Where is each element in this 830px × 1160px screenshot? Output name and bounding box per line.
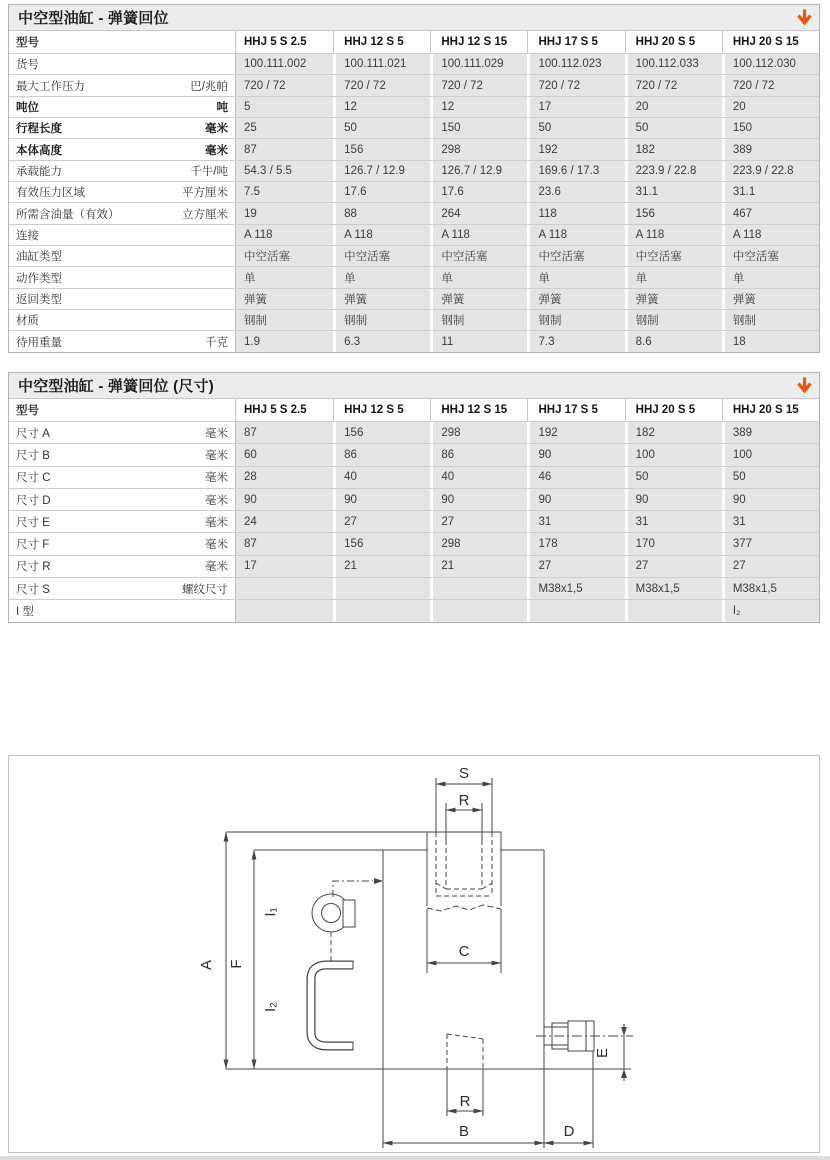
value-cell: 弹簧 (333, 289, 430, 309)
table-row (9, 202, 819, 223)
table-row (9, 309, 819, 330)
row-label: 尺寸 E (16, 516, 50, 529)
table-row (9, 510, 819, 532)
model-header-cell: HHJ 17 S 5 (527, 399, 624, 421)
value-cell: 156 (625, 203, 722, 223)
table-row (9, 117, 819, 138)
value-cell: 单 (527, 267, 624, 287)
value-cell: 钢制 (236, 310, 333, 330)
technical-drawing-panel (8, 755, 820, 1153)
value-cell: 720 / 72 (722, 75, 819, 95)
row-label-cell (9, 118, 236, 138)
value-cell: 100.111.021 (333, 54, 430, 74)
model-header-cell: HHJ 5 S 2.5 (236, 31, 333, 53)
value-cell: 27 (430, 511, 527, 532)
row-label: 货号 (16, 59, 39, 72)
row-unit: 立方厘米 (182, 208, 228, 221)
row-label-cell (9, 422, 236, 443)
row-label-cell (9, 75, 236, 95)
table-title: 中空型油缸 - 弹簧回位 (尺寸) (18, 378, 214, 395)
row-unit: 毫米 (205, 561, 228, 574)
hook (311, 961, 353, 1051)
table-row (9, 266, 819, 287)
value-cell: 192 (527, 422, 624, 443)
value-cell: 钢制 (333, 310, 430, 330)
label-a: A (198, 959, 215, 971)
value-cell: 50 (625, 467, 722, 488)
model-header-cell: HHJ 12 S 5 (333, 399, 430, 421)
value-cell: 21 (333, 556, 430, 577)
value-cell: 5 (236, 97, 333, 117)
table-row (9, 53, 819, 74)
row-unit: 毫米 (205, 144, 228, 157)
value-cell: 31 (625, 511, 722, 532)
corner-label-cell (9, 31, 236, 53)
value-cell: 8.6 (625, 331, 722, 351)
row-label: 动作类型 (16, 272, 62, 285)
row-unit: 毫米 (205, 123, 228, 136)
value-cell (527, 600, 624, 621)
value-cell (236, 578, 333, 599)
row-label: 尺寸 D (16, 494, 51, 507)
row-label-cell (9, 556, 236, 577)
table-row (9, 224, 819, 245)
value-cell: 100.112.023 (527, 54, 624, 74)
row-unit: 毫米 (205, 516, 228, 529)
value-cell: 弹簧 (722, 289, 819, 309)
value-cell: 100 (722, 444, 819, 465)
cylinder-body (226, 850, 631, 1069)
label-b: B (458, 1123, 470, 1140)
value-cell: 87 (236, 139, 333, 159)
value-cell: 21 (430, 556, 527, 577)
value-cell (333, 600, 430, 621)
value-cell: 298 (430, 139, 527, 159)
row-unit: 毫米 (205, 494, 228, 507)
value-cell: 中空活塞 (430, 246, 527, 266)
table-row (9, 421, 819, 443)
value-cell: 192 (527, 139, 624, 159)
value-cell: 单 (333, 267, 430, 287)
value-cell: 87 (236, 533, 333, 554)
value-cell: 20 (722, 97, 819, 117)
table-row (9, 488, 819, 510)
value-cell: 90 (625, 489, 722, 510)
cylinder-dimension-drawing (9, 756, 819, 1152)
value-cell: 126.7 / 12.9 (430, 161, 527, 181)
row-label-cell (9, 161, 236, 181)
row-unit: 千克 (205, 336, 228, 349)
row-label: 行程长度 (16, 123, 62, 136)
value-cell: 单 (236, 267, 333, 287)
value-cell: 弹簧 (527, 289, 624, 309)
eye-bolt (312, 878, 383, 962)
value-cell: 17.6 (430, 182, 527, 202)
label-e: E (594, 1047, 611, 1059)
value-cell: 90 (527, 489, 624, 510)
row-label-cell (9, 444, 236, 465)
row-label: 尺寸 R (16, 561, 51, 574)
value-cell: 弹簧 (625, 289, 722, 309)
row-label-cell (9, 139, 236, 159)
value-cell: 150 (430, 118, 527, 138)
value-cell: 单 (722, 267, 819, 287)
row-unit: 毫米 (205, 449, 228, 462)
value-cell: 156 (333, 533, 430, 554)
row-unit: 螺纹尺寸 (182, 583, 228, 596)
table-row (9, 74, 819, 95)
value-cell: 46 (527, 467, 624, 488)
value-cell: M38x1,5 (722, 578, 819, 599)
row-label: 返回类型 (16, 293, 62, 306)
value-cell: 88 (333, 203, 430, 223)
value-cell: 169.6 / 17.3 (527, 161, 624, 181)
value-cell: 100 (625, 444, 722, 465)
value-cell: 31.1 (722, 182, 819, 202)
label-d: D (563, 1123, 575, 1140)
value-cell: 86 (430, 444, 527, 465)
row-label: 材质 (16, 315, 39, 328)
value-cell: 50 (625, 118, 722, 138)
value-cell: 170 (625, 533, 722, 554)
table-row (9, 599, 819, 621)
model-header-row (9, 31, 819, 53)
model-header-cell: HHJ 5 S 2.5 (236, 399, 333, 421)
dim-a (226, 832, 427, 1069)
piston (427, 832, 501, 911)
value-cell: 20 (625, 97, 722, 117)
value-cell: 7.5 (236, 182, 333, 202)
row-unit: 吨 (216, 101, 228, 114)
value-cell: 223.9 / 22.8 (625, 161, 722, 181)
dim-e (621, 1024, 627, 1081)
row-label-cell (9, 331, 236, 351)
value-cell: A 118 (430, 225, 527, 245)
row-label: I 型 (16, 606, 34, 619)
value-cell: 118 (527, 203, 624, 223)
value-cell: 单 (430, 267, 527, 287)
row-label: 最大工作压力 (16, 80, 85, 93)
value-cell: 126.7 / 12.9 (333, 161, 430, 181)
value-cell: 389 (722, 139, 819, 159)
row-unit: 平方厘米 (182, 187, 228, 200)
value-cell: 389 (722, 422, 819, 443)
value-cell: 60 (236, 444, 333, 465)
value-cell: 25 (236, 118, 333, 138)
row-label-cell (9, 182, 236, 202)
label-r-bottom: R (459, 1093, 471, 1110)
model-header-cell: HHJ 17 S 5 (527, 31, 624, 53)
value-cell: 27 (625, 556, 722, 577)
corner-label-cell (9, 399, 236, 421)
value-cell: 100.112.033 (625, 54, 722, 74)
row-unit: 千牛/吨 (190, 165, 228, 178)
value-cell: 中空活塞 (722, 246, 819, 266)
value-cell: 中空活塞 (236, 246, 333, 266)
table-row (9, 577, 819, 599)
label-s: S (458, 765, 470, 782)
value-cell: 钢制 (430, 310, 527, 330)
value-cell: 156 (333, 422, 430, 443)
value-cell: 90 (333, 489, 430, 510)
label-c: C (458, 943, 470, 960)
row-label: 所需含油量（有效） (16, 208, 120, 221)
value-cell: 17 (527, 97, 624, 117)
value-cell: 28 (236, 467, 333, 488)
value-cell: 12 (333, 97, 430, 117)
value-cell: 17.6 (333, 182, 430, 202)
value-cell: 223.9 / 22.8 (722, 161, 819, 181)
value-cell: 弹簧 (430, 289, 527, 309)
value-cell: 40 (333, 467, 430, 488)
row-label-cell (9, 467, 236, 488)
jump-down-arrow-icon[interactable] (796, 376, 813, 395)
value-cell: 24 (236, 511, 333, 532)
value-cell: 182 (625, 422, 722, 443)
dim-c (427, 909, 501, 973)
table-row (9, 181, 819, 202)
value-cell: 720 / 72 (625, 75, 722, 95)
value-cell: 50 (722, 467, 819, 488)
table-row (9, 160, 819, 181)
model-header-cell: HHJ 12 S 15 (430, 31, 527, 53)
row-label: 承载能力 (16, 165, 62, 178)
row-label-cell (9, 289, 236, 309)
table-row (9, 330, 819, 351)
value-cell: 720 / 72 (430, 75, 527, 95)
value-cell: 18 (722, 331, 819, 351)
dimension-table (8, 372, 820, 623)
row-label-cell (9, 246, 236, 266)
value-cell: 钢制 (625, 310, 722, 330)
table-row (9, 96, 819, 117)
value-cell: 1.9 (236, 331, 333, 351)
label-i1: I₁ (262, 907, 279, 917)
value-cell: 298 (430, 422, 527, 443)
value-cell: 40 (430, 467, 527, 488)
value-cell: 单 (625, 267, 722, 287)
value-cell: 27 (333, 511, 430, 532)
value-cell: 27 (527, 556, 624, 577)
row-label-cell (9, 578, 236, 599)
row-label: 本体高度 (16, 144, 62, 157)
value-cell: 钢制 (527, 310, 624, 330)
table-row (9, 532, 819, 554)
label-i2: I₂ (262, 1002, 279, 1012)
value-cell: 86 (333, 444, 430, 465)
value-cell: 7.3 (527, 331, 624, 351)
value-cell: 50 (333, 118, 430, 138)
row-label-cell (9, 267, 236, 287)
corner-label: 型号 (16, 405, 39, 417)
row-label-cell (9, 511, 236, 532)
row-label-cell (9, 203, 236, 223)
value-cell (430, 600, 527, 621)
value-cell: 156 (333, 139, 430, 159)
value-cell: 150 (722, 118, 819, 138)
value-cell: 87 (236, 422, 333, 443)
value-cell: 720 / 72 (527, 75, 624, 95)
value-cell: 720 / 72 (333, 75, 430, 95)
jump-down-arrow-icon[interactable] (796, 8, 813, 27)
row-label-cell (9, 600, 236, 621)
value-cell: 54.3 / 5.5 (236, 161, 333, 181)
row-label-cell (9, 533, 236, 554)
bottom-bore (447, 1034, 483, 1069)
value-cell: 12 (430, 97, 527, 117)
row-label: 尺寸 C (16, 472, 51, 485)
row-unit: 巴/兆帕 (190, 80, 228, 93)
model-header-cell: HHJ 20 S 15 (722, 31, 819, 53)
value-cell: 178 (527, 533, 624, 554)
row-label-cell (9, 54, 236, 74)
model-header-cell: HHJ 20 S 5 (625, 31, 722, 53)
table-body (9, 421, 819, 622)
value-cell: A 118 (722, 225, 819, 245)
value-cell: 100.112.030 (722, 54, 819, 74)
row-label-cell (9, 310, 236, 330)
value-cell (333, 578, 430, 599)
value-cell: 31.1 (625, 182, 722, 202)
table-row (9, 443, 819, 465)
corner-label: 型号 (16, 37, 39, 49)
row-label: 油缸类型 (16, 251, 62, 264)
row-label-cell (9, 97, 236, 117)
label-f: F (228, 959, 245, 969)
value-cell: 17 (236, 556, 333, 577)
value-cell: 中空活塞 (527, 246, 624, 266)
value-cell: 90 (722, 489, 819, 510)
value-cell: 100.111.029 (430, 54, 527, 74)
value-cell (430, 578, 527, 599)
dim-f (254, 850, 383, 1069)
value-cell (236, 600, 333, 621)
table-title: 中空型油缸 - 弹簧回位 (18, 10, 169, 27)
value-cell: M38x1,5 (625, 578, 722, 599)
value-cell: 90 (236, 489, 333, 510)
value-cell: A 118 (236, 225, 333, 245)
table-title-bar (9, 373, 819, 399)
row-label: 吨位 (16, 101, 39, 114)
table-row (9, 555, 819, 577)
value-cell: 264 (430, 203, 527, 223)
value-cell: 377 (722, 533, 819, 554)
value-cell: 弹簧 (236, 289, 333, 309)
value-cell: 50 (527, 118, 624, 138)
row-unit: 毫米 (205, 539, 228, 552)
label-r-top: R (458, 792, 470, 809)
row-label-cell (9, 489, 236, 510)
row-unit: 毫米 (205, 472, 228, 485)
table-row (9, 288, 819, 309)
row-label: 有效压力区域 (16, 187, 85, 200)
model-header-cell: HHJ 20 S 5 (625, 399, 722, 421)
row-label: 尺寸 B (16, 449, 50, 462)
model-header-cell: HHJ 20 S 15 (722, 399, 819, 421)
value-cell: 23.6 (527, 182, 624, 202)
row-label: 尺寸 S (16, 583, 50, 596)
value-cell: 720 / 72 (236, 75, 333, 95)
value-cell: A 118 (625, 225, 722, 245)
model-header-row (9, 399, 819, 421)
value-cell: 31 (722, 511, 819, 532)
row-label: 尺寸 F (16, 539, 50, 552)
value-cell (625, 600, 722, 621)
table-row (9, 138, 819, 159)
value-cell: I₂ (722, 600, 819, 621)
model-header-cell: HHJ 12 S 15 (430, 399, 527, 421)
row-unit: 毫米 (205, 427, 228, 440)
value-cell: 182 (625, 139, 722, 159)
value-cell: M38x1,5 (527, 578, 624, 599)
table-row (9, 466, 819, 488)
value-cell: 27 (722, 556, 819, 577)
table-title-bar (9, 5, 819, 31)
table-row (9, 245, 819, 266)
value-cell: A 118 (333, 225, 430, 245)
spec-table (8, 4, 820, 353)
value-cell: A 118 (527, 225, 624, 245)
value-cell: 90 (430, 489, 527, 510)
value-cell: 19 (236, 203, 333, 223)
row-label: 尺寸 A (16, 427, 50, 440)
coupler-fitting (536, 1021, 633, 1051)
row-label: 连接 (16, 229, 39, 242)
row-label: 待用重量 (16, 336, 62, 349)
value-cell: 钢制 (722, 310, 819, 330)
value-cell: 31 (527, 511, 624, 532)
value-cell: 6.3 (333, 331, 430, 351)
value-cell: 中空活塞 (625, 246, 722, 266)
value-cell: 11 (430, 331, 527, 351)
value-cell: 467 (722, 203, 819, 223)
value-cell: 中空活塞 (333, 246, 430, 266)
value-cell: 90 (527, 444, 624, 465)
model-header-cell: HHJ 12 S 5 (333, 31, 430, 53)
value-cell: 298 (430, 533, 527, 554)
page-bottom-edge (0, 1156, 830, 1160)
table-body (9, 53, 819, 352)
row-label-cell (9, 225, 236, 245)
value-cell: 100.111.002 (236, 54, 333, 74)
